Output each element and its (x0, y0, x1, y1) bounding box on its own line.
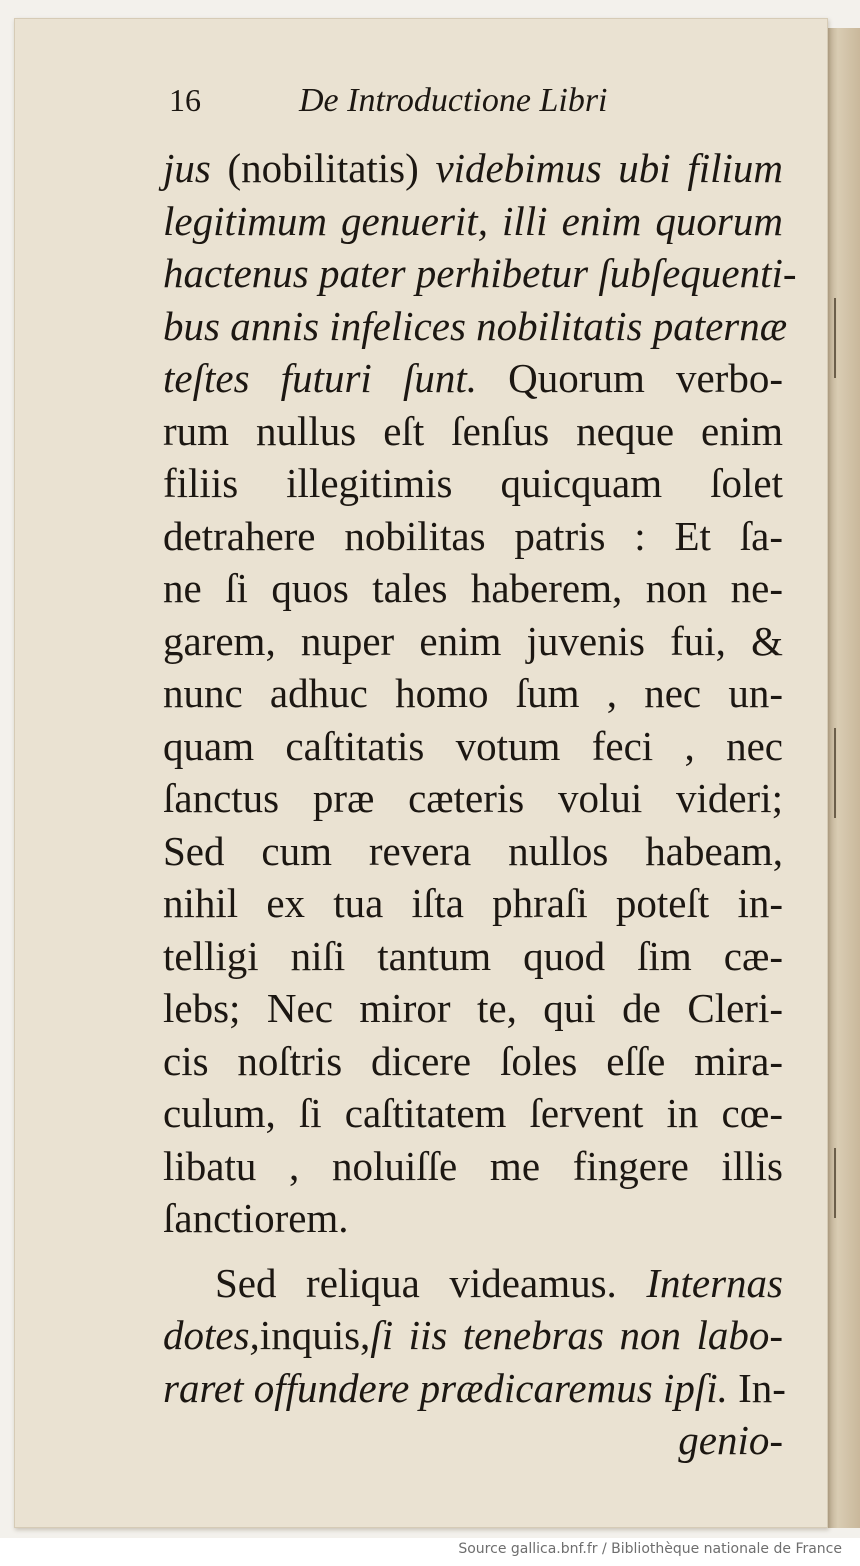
text-line: Sed cum revera nullos habeam, (163, 827, 783, 874)
next-page-edge (826, 28, 860, 1528)
text-line: filiis illegitimis quicquam ſolet (163, 460, 783, 506)
source-credit: Source gallica.bnf.fr / Bibliothèque nationale de France (458, 1541, 842, 1557)
text-line: hactenus pater perhibetur ſubſequenti- (163, 250, 797, 296)
text-line: jus (nobilitatis) videbimus ubi filium (163, 145, 784, 191)
text-line: raret offundere prædicaremus ipſi. In- (163, 1364, 786, 1411)
text-line: bus annis infelices nobilitatis paternæ (163, 302, 788, 349)
page-header (163, 82, 783, 142)
paragraph-gap (163, 1245, 783, 1257)
text-line: cis noſtris dicere ſoles eſſe mira- (163, 1037, 783, 1084)
text-line: nihil ex tua iſta phraſi poteſt in- (163, 880, 783, 926)
text-line: legitimum genuerit, illi enim quorum (163, 197, 783, 244)
text-line: ſanctiorem. (163, 1195, 349, 1241)
text-line: ne ſi quos tales haberem, non ne- (163, 565, 783, 611)
text-line: rum nullus eſt ſenſus neque enim (163, 407, 783, 454)
text-line: ſanctus præ cæteris volui videri; (163, 775, 783, 821)
text-line: culum, ſi caſtitatem ſervent in cœ- (163, 1090, 783, 1136)
catchword: genio- (678, 1417, 783, 1463)
text-line: lebs; Nec miror te, qui de Cleri- (163, 985, 783, 1031)
page-number: 16 (169, 82, 201, 118)
text-line: detrahere nobilitas patris : Et ſa- (163, 512, 783, 559)
text-line: Sed reliqua videamus. Internas (215, 1259, 783, 1306)
text-line: telligi niſi tantum quod ſim cæ- (163, 932, 783, 979)
text-line: nunc adhuc homo ſum , nec un- (163, 670, 783, 716)
text-line: garem, nuper enim juvenis fui, & (163, 617, 783, 664)
running-title: De Introductione Libri (299, 82, 608, 119)
text-line: teſtes futuri ſunt. Quorum verbo- (163, 355, 783, 401)
text-line: quam caſtitatis votum feci , nec (163, 722, 783, 769)
text-line: dotes,inquis,ſi iis tenebras non labo- (163, 1312, 783, 1358)
page-text (163, 82, 797, 1467)
text-line: libatu , noluiſſe me fingere illis (163, 1142, 783, 1189)
